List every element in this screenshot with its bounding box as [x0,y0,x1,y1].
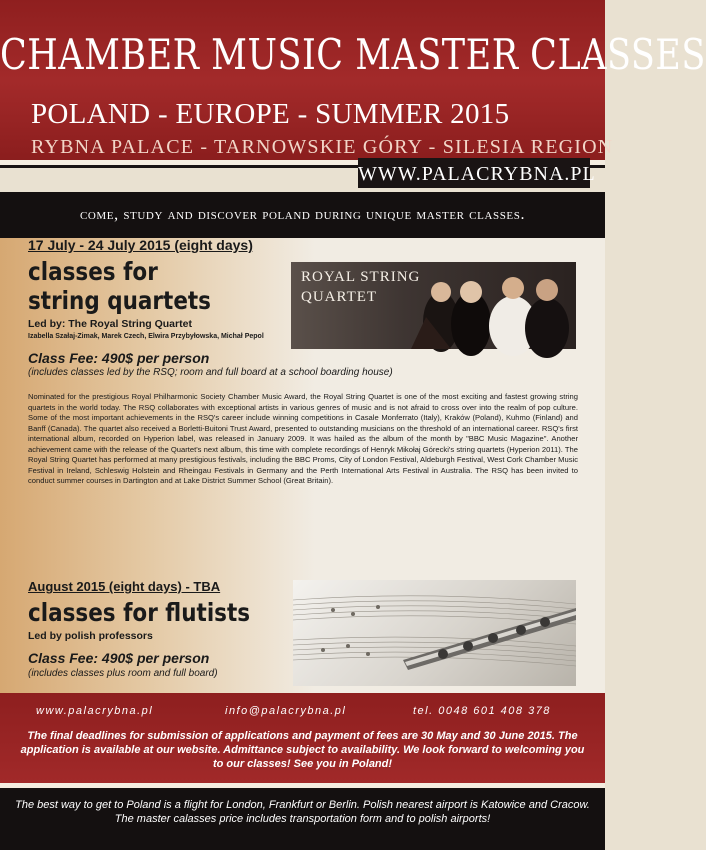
tagline: come, study and discover poland during unique master classes. [79,206,526,223]
quartet-heading-line2: string quartets [28,286,211,315]
contact-email-link[interactable]: info@palacrybna.pl [225,705,347,717]
quartet-photo [291,262,576,349]
quartet-heading-line1: classes for [28,257,158,286]
flute-fee-note: (includes classes plus room and full board) [28,668,218,679]
flute-fee: Class Fee: 490$ per person [28,650,210,666]
quartet-date: 17 July - 24 July 2015 (eight days) [28,237,253,253]
quartet-fee-note: (includes classes led by the RSQ; room and full board at a school boarding house) [28,367,393,378]
quartet-led-by: Led by: The Royal String Quartet [28,318,192,330]
flute-led-by: Led by polish professors [28,630,153,642]
quartet-heading [28,257,211,315]
quartet-description: Nominated for the prestigious Royal Philharmonic Society Chamber Music Award, the Royal String Quartet is one of the most exciting and fastest growing string quartets in the world today. The RSQ collaborates with exceptional artists in various genres of music and is not afraid to cross over into the realm of pop culture. Some of the most important achievements in the RSQ's career include winning competitions in Casale Monferrato (Italy), Kraków (Poland), Kuhmo (Finland) and Banff (Canada). The quartet also received a Borletti-Buitoni Trust Award, presented to outstanding musicians on the threshold of an international career. RSQ's first international album, recorded on Hyperion label, was released in January 2009. It was hailed as the album of the month by "BBC Music Magazine". Another achievement came with the release of the Quartet's next album, this time with complete recordings of Henryk Mikołaj Górecki's string quartets (Hyperion 2011). The Royal String Quartet has performed at many prestigious festivals, including the BBC Proms, City of London Festival, Aldeburgh Festival, West Cork Chamber Music Festival in Ireland, Schleswig Holstein and Rheingau Festivals in Germany and the Perth International Arts Festival in Australia. The RSQ has been invited to conduct summer courses in Dartington and at Lake District Summer School (Great Britain). [28,392,578,485]
travel-info: The best way to get to Poland is a flight for London, Frankfurt or Berlin. Polish nearest airport is Katowice and Cracow. The master calasses price includes transportation form and to polish airports! [15,799,590,825]
contact-website-link[interactable]: www.palacrybna.pl [36,705,154,717]
flute-sheet-music-photo [293,580,576,686]
page-title: CHAMBER MUSIC MASTER CLASSES [0,32,706,80]
quartet-members: Izabella Szałaj-Zimak, Marek Czech, Elwira Przybyłowska, Michał Pepol [28,333,264,340]
header-banner [0,0,706,163]
venue-line: RYBNA PALACE - TARNOWSKIE GÓRY - SILESIA REGION [31,136,614,158]
quartet-photo-title-line2: QUARTET [301,289,378,305]
contact-phone: tel. 0048 601 408 378 [413,705,551,717]
flute-heading: classes for flutists [28,598,251,627]
subtitle: POLAND - EUROPE - SUMMER 2015 [31,98,510,130]
quartet-silhouettes [291,262,576,349]
website-link[interactable]: WWW.PALACRYBNA.PL [358,158,590,188]
quartet-fee: Class Fee: 490$ per person [28,350,210,366]
quartet-photo-title-line1: ROYAL STRING [301,269,421,285]
deadline-notice: The final deadlines for submission of applications and payment of fees are 30 May and 30 June 2015. The application is available at our website. Admittance subject to availability. We look forward to welcoming you to our classes! See you in Poland! [20,730,585,770]
flute-date: August 2015 (eight days) - TBA [28,579,221,594]
tagline-band [0,192,605,238]
flute-illustration [293,580,576,686]
